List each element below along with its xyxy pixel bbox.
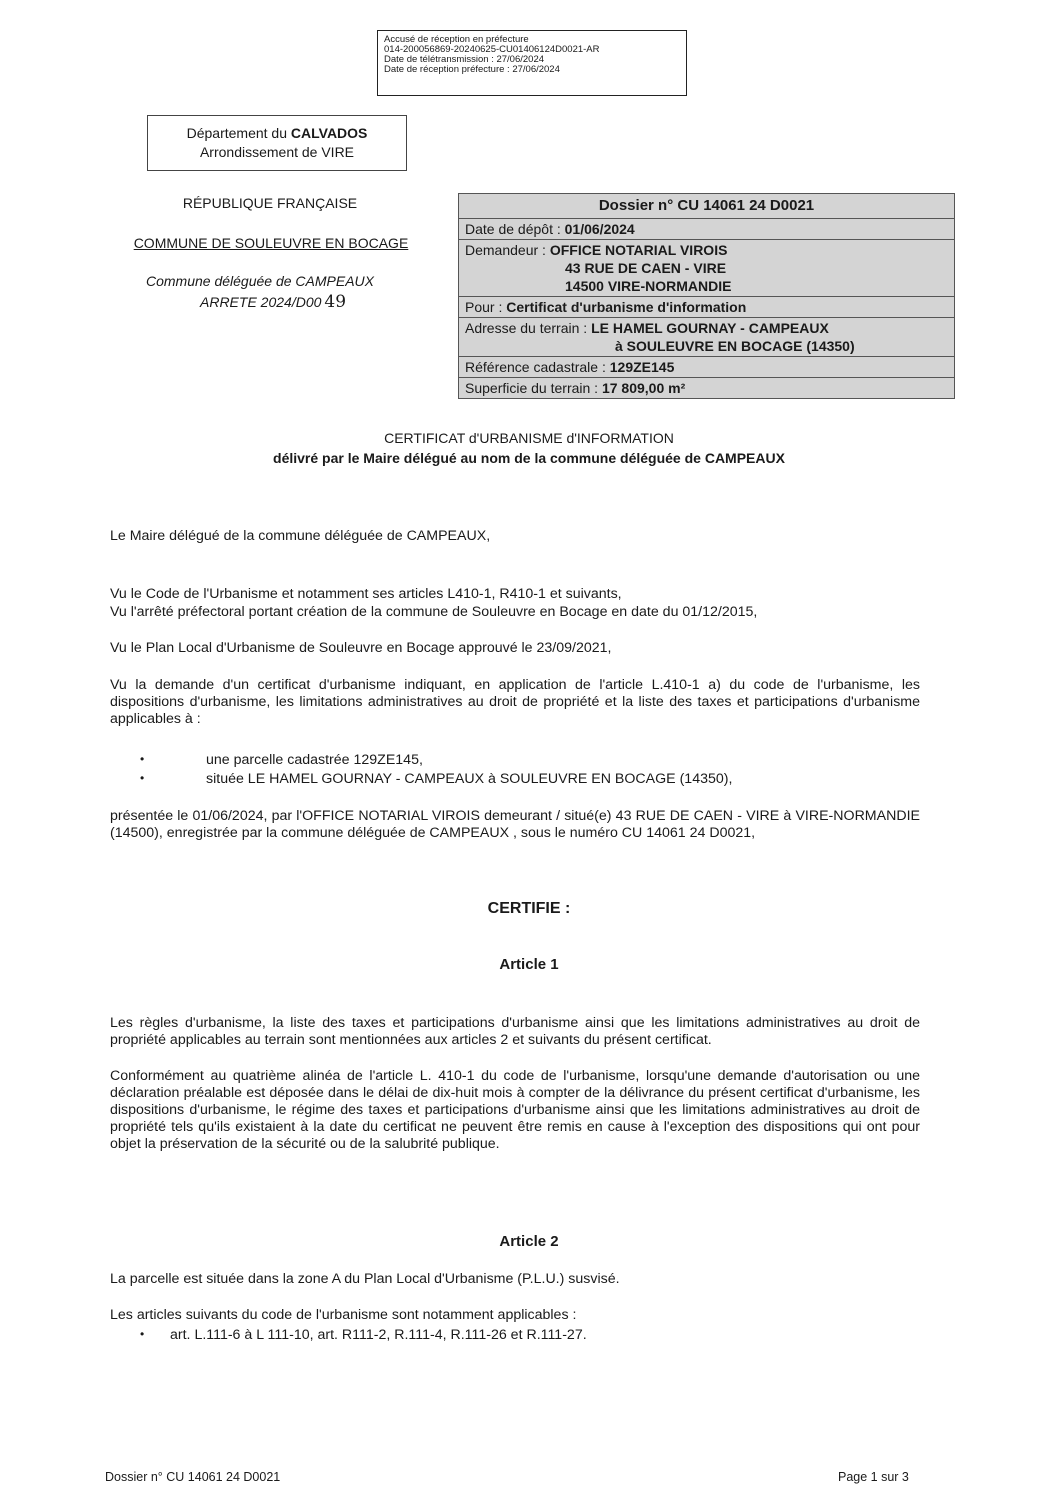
bullet-icon: • — [140, 771, 145, 785]
certificate-subtitle: délivré par le Maire délégué au nom de la commune déléguée de CAMPEAUX — [273, 450, 785, 466]
dossier-box — [458, 193, 955, 399]
presentation-paragraph: présentée le 01/06/2024, par l'OFFICE NOTARIAL VIROIS demeurant / situé(e) 43 RUE DE CAEN - VIRE à VIRE-NORMANDIE (14500), enregistrée par la commune déléguée de CAMPEAUX , sous le numéro CU 14061 24 D0021, — [110, 808, 920, 841]
article-heading: Article 1 — [499, 956, 559, 973]
land-address-row: Adresse du terrain : LE HAMEL GOURNAY - CAMPEAUX à SOULEUVRE EN BOCAGE (14350) — [459, 317, 954, 356]
stamp-line: Date de réception préfecture : 27/06/2024 — [384, 64, 560, 75]
mayor-line: Le Maire délégué de la commune déléguée de CAMPEAUX, — [110, 528, 491, 544]
area-row: Superficie du terrain : 17 809,00 m² — [459, 377, 954, 398]
department-line: Département du CALVADOS — [186, 125, 368, 141]
certificate-title: CERTIFICAT d'URBANISME d'INFORMATION — [384, 430, 674, 446]
article-paragraph: La parcelle est située dans la zone A du Plan Local d'Urbanisme (P.L.U.) susvisé. — [110, 1271, 620, 1287]
vu-paragraph: Vu l'arrêté préfectoral portant création de la commune de Souleuvre en Bocage en date du 01/12/2015, — [110, 604, 758, 620]
article-paragraph: Les articles suivants du code de l'urbanisme sont notamment applicables : — [110, 1307, 577, 1323]
list-item: • située LE HAMEL GOURNAY - CAMPEAUX à SOULEUVRE EN BOCAGE (14350), — [140, 771, 733, 787]
list-item: • art. L.111-6 à L 111-10, art. R111-2, R.111-4, R.111-26 et R.111-27. — [140, 1327, 587, 1343]
republic-heading: RÉPUBLIQUE FRANÇAISE — [182, 195, 358, 211]
article-paragraph: Les règles d'urbanisme, la liste des taxes et participations d'urbanisme ainsi que les limitations administratives au droit de propriété applicables au terrain sont mentionnées aux articles 2 et suivants du présent certificat. — [110, 1015, 920, 1048]
list-item: • une parcelle cadastrée 129ZE145, — [140, 752, 423, 768]
arrete-number: ARRETE 2024/D00 49 — [200, 292, 347, 312]
article-paragraph: Conformément au quatrième alinéa de l'article L. 410-1 du code de l'urbanisme, lorsqu'une demande d'autorisation ou une déclaration préalable est déposée dans le délai de dix-huit mois à compter de la délivrance du présent certificat d'urbanisme, les dispositions d'urbanisme, le régime des taxes et participations d'urbanisme ainsi que les limitations administratives au droit de propriété tels qu'ils existaient à la date du certificat ne peuvent être remis en cause à l'exception des dispositions qui ont pour objet la préservation de la sécurité ou de la salubrité publique. — [110, 1068, 920, 1152]
purpose-row: Pour : Certificat d'urbanisme d'information — [459, 296, 954, 317]
vu-paragraph: Vu la demande d'un certificat d'urbanisme indiquant, en application de l'article L.410-1 a) du code de l'urbanisme, les dispositions d'urbanisme, les limitations administratives au droit de propriété et la liste des taxes et participations d'urbanisme applicables à : — [110, 677, 920, 727]
arrondissement-line: Arrondissement de VIRE — [199, 144, 355, 160]
delegated-commune: Commune déléguée de CAMPEAUX — [145, 273, 374, 289]
bullet-icon: • — [140, 1327, 145, 1341]
reception-stamp — [377, 30, 687, 96]
certifie-heading: CERTIFIE : — [487, 900, 571, 917]
cadastre-row: Référence cadastrale : 129ZE145 — [459, 356, 954, 377]
commune-heading: COMMUNE DE SOULEUVRE EN BOCAGE — [133, 235, 409, 251]
department-box — [147, 115, 407, 171]
applicant-row: Demandeur : OFFICE NOTARIAL VIROIS 43 RUE DE CAEN - VIRE 14500 VIRE-NORMANDIE — [459, 239, 954, 296]
footer-dossier: Dossier n° CU 14061 24 D0021 — [105, 1470, 281, 1484]
page-number: Page 1 sur 3 — [838, 1470, 909, 1484]
article-heading: Article 2 — [499, 1233, 559, 1250]
stamp-line: Date de télétransmission : 27/06/2024 — [384, 54, 545, 65]
handwritten-number: 49 — [324, 292, 347, 312]
vu-paragraph: Vu le Plan Local d'Urbanisme de Souleuvre en Bocage approuvé le 23/09/2021, — [110, 640, 612, 656]
stamp-line: 014-200056869-20240625-CU01406124D0021-AR — [384, 44, 600, 55]
dossier-title: Dossier n° CU 14061 24 D0021 — [598, 197, 815, 214]
stamp-line: Accusé de réception en préfecture — [384, 34, 529, 45]
bullet-icon: • — [140, 752, 145, 766]
deposit-date-row: Date de dépôt : 01/06/2024 — [459, 218, 954, 239]
vu-paragraph: Vu le Code de l'Urbanisme et notamment ses articles L410-1, R410-1 et suivants, — [110, 586, 622, 602]
